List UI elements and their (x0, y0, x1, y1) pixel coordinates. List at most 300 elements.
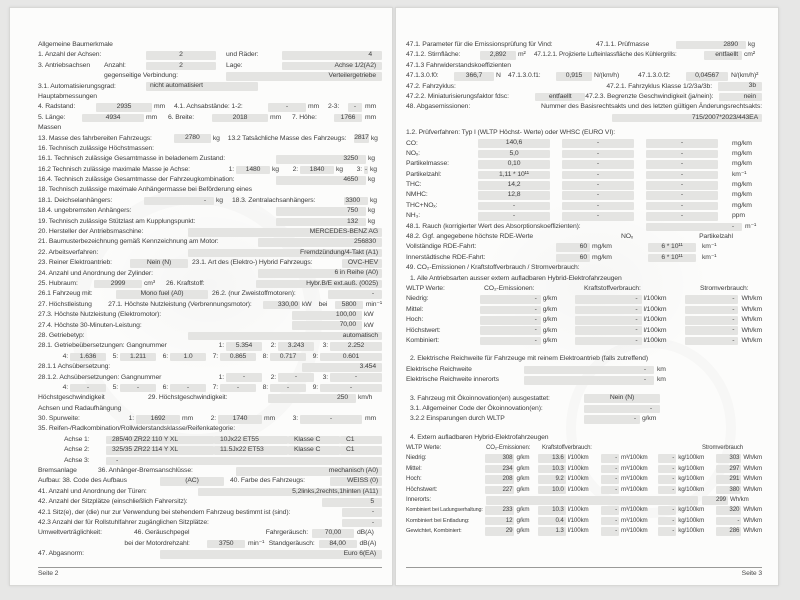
field-value: - (646, 150, 718, 159)
form-row (38, 518, 382, 528)
field-value: 9.2 (538, 475, 566, 484)
field-value: 140,6 (478, 139, 550, 148)
field-label: g/km (516, 485, 530, 493)
field-label: Gewichtet, Kombiniert: (406, 528, 462, 535)
field-label: kg/100km (678, 516, 705, 524)
form-rows (38, 40, 382, 560)
form-row (406, 113, 762, 123)
form-row (406, 242, 762, 252)
field-value: Euro 6(EA) (160, 550, 382, 559)
field-label: Wh/km (741, 316, 762, 324)
field-label: Wh/km (730, 496, 749, 504)
form-row (406, 170, 762, 180)
field-value: - (328, 290, 382, 299)
field-label: m² (518, 51, 526, 59)
field-label: 48.2. Ggf. angegebene höchste RDE-Werte (406, 233, 534, 241)
field-label: und Räder: (226, 51, 259, 59)
field-label: Wh/km (741, 326, 762, 334)
field-value: - (562, 150, 634, 159)
field-label: Elektrische Reichweite (406, 365, 472, 373)
form-row (406, 495, 762, 505)
form-row (38, 466, 382, 476)
field-label: CO₂-Emissionen: (484, 284, 535, 292)
field-label: 18. Technisch zulässige maximale Anhängermasse bei Beförderung eines (38, 186, 252, 194)
field-label: l/100km (643, 326, 667, 334)
field-value: 5 (322, 498, 382, 507)
footer-divider (38, 567, 382, 568)
field-value: - (685, 316, 738, 325)
form-row (406, 516, 762, 526)
field-label: l/100km (567, 516, 589, 524)
form-row (38, 393, 382, 403)
form-row (406, 394, 762, 404)
field-value: - (342, 519, 382, 528)
field-value: - (575, 316, 642, 325)
field-value: Mono fuel (A0) (116, 290, 208, 299)
field-label: 26.1 Fahrzeug mit: (38, 290, 93, 298)
form-row (406, 139, 762, 149)
form-row (38, 362, 382, 372)
footer-block (38, 567, 382, 577)
form-row (38, 414, 382, 424)
field-value: Klasse C (288, 436, 340, 445)
field-value: nicht automatisiert (146, 82, 258, 91)
form-row (406, 274, 762, 284)
field-value: - (601, 465, 619, 474)
field-value: - (685, 326, 738, 335)
field-value: 6 * 10¹¹ (648, 254, 696, 263)
field-label: 7: (212, 352, 218, 360)
field-label: Kraftstoffverbrauch: (584, 284, 641, 292)
form-row (38, 352, 382, 362)
field-label: l/100km (567, 485, 589, 493)
field-value: 10.0 (538, 486, 566, 495)
field-label: kg/100km (678, 485, 705, 493)
field-value: - (70, 384, 106, 393)
field-label: g/km (516, 475, 530, 483)
field-value: - (658, 506, 676, 515)
field-value: 1740 (218, 415, 262, 424)
field-label: 8: (262, 383, 268, 391)
field-value: - (601, 486, 619, 495)
field-value: Fremdzündung/4-Takt (A1) (188, 249, 382, 258)
field-value: - (658, 475, 676, 484)
field-label: gegenseitige Verbindung: (104, 72, 178, 80)
field-label: 47.1.3 Fahrwiderstandskoeffizienten (406, 61, 511, 69)
field-label: CO: (406, 139, 418, 147)
document-page-right (395, 7, 779, 586)
field-value: 5,2links,2rechts,1hinten (A11) (198, 488, 382, 497)
page-number: Seite 3 (741, 570, 762, 577)
field-label: cm³ (144, 279, 155, 287)
field-label: Partikelzahl: (406, 170, 442, 178)
field-label: g/km (542, 305, 557, 313)
field-label: 47.1.3.0.f0: (406, 72, 439, 80)
field-value: 70,00 (312, 529, 354, 538)
field-label: 3. Antriebsachsen (38, 61, 90, 69)
field-label: 26.2. (nur Zweistoffmotoren): (212, 290, 296, 298)
field-value: 132 (276, 218, 366, 227)
field-label: 47.2.1. Fahrzyklus Klasse 1/2/3a/3b: (606, 82, 712, 90)
field-label: min⁻¹ (248, 539, 265, 547)
field-label: kg/100km (678, 454, 705, 462)
field-label: kg (370, 134, 378, 142)
field-value: Hybr.B/E ext.auß. (0025) (256, 280, 382, 289)
field-value: - (716, 517, 742, 526)
field-value: - (480, 326, 541, 335)
form-row (406, 263, 762, 273)
field-label: THC: (406, 181, 422, 189)
field-label: 29. Höchstgeschwindigkeit: (148, 394, 228, 402)
field-label: Wh/km (743, 506, 763, 514)
field-value: 330,00 (263, 301, 300, 310)
field-value: - (685, 295, 738, 304)
form-row (38, 102, 382, 112)
field-value: 0.865 (220, 353, 256, 362)
field-value: 2780 (174, 134, 211, 143)
form-row (406, 128, 762, 138)
field-label: 1: (128, 415, 134, 423)
field-value: 12,8 (478, 191, 550, 200)
form-row (406, 474, 762, 484)
field-value: 3.454 (302, 363, 382, 372)
form-row (38, 331, 382, 341)
field-label: Standgeräusch: (268, 539, 315, 547)
field-label: Achse 3: (64, 456, 90, 464)
form-row (38, 528, 382, 538)
form-row (406, 102, 762, 112)
form-row (406, 180, 762, 190)
field-label: 28. Getriebetyp: (38, 331, 85, 339)
field-label: kg (368, 155, 375, 163)
form-row (406, 386, 762, 394)
field-value: - (562, 181, 634, 190)
field-label: Wh/km (743, 516, 763, 524)
field-value: nein (719, 93, 762, 102)
form-row (38, 165, 382, 175)
field-value: 5800 (335, 301, 363, 310)
field-value: - (106, 457, 382, 466)
field-label: NOₓ: (406, 149, 420, 157)
field-value: 234 (485, 465, 515, 474)
field-label: 30. Spurweite: (38, 415, 80, 423)
form-row (38, 71, 382, 81)
field-label: km⁻¹ (702, 253, 717, 261)
field-label: kg (370, 196, 377, 204)
form-row (406, 61, 762, 71)
field-label: 1: (218, 342, 224, 350)
field-label: g/km (516, 506, 530, 514)
form-row (406, 159, 762, 169)
form-row (406, 222, 762, 232)
field-value: - (220, 384, 256, 393)
form-row (38, 279, 382, 289)
field-label: 2: (292, 165, 298, 173)
field-label: 27.3. Höchste Nutzleistung (Elektromotor): (38, 311, 162, 319)
document-page-left (9, 7, 393, 586)
field-label: Kombiniert bei Entladung: (406, 517, 470, 524)
field-label: Wh/km (743, 475, 763, 483)
form-row (38, 549, 382, 559)
field-label: 47.2. Fahrzyklus: (406, 82, 456, 90)
field-value: 4934 (82, 114, 144, 123)
field-label: mg/km (592, 243, 612, 251)
field-value: - (144, 197, 214, 206)
field-label: kg (216, 196, 223, 204)
form-row (38, 289, 382, 299)
field-label: 42.1 Sitz(e), der (die) nur zur Verwendung bei stehendem Fahrzeug bestimmt ist (sind): (38, 508, 291, 516)
field-value: 291 (716, 475, 742, 484)
field-label: WLTP Werte: (406, 444, 442, 452)
field-label: Massen (38, 124, 62, 132)
form-row (406, 294, 762, 304)
field-label: 16.1. Technisch zulässige Gesamtmasse in beladenem Zustand: (38, 155, 225, 163)
field-label: 4.1. Achsabstände: 1-2: (174, 103, 243, 111)
field-label: 26. Kraftstoff: (166, 279, 205, 287)
field-label: Hoch: (406, 316, 424, 324)
field-label: Hoch: (406, 475, 422, 483)
field-label: l/100km (567, 464, 589, 472)
field-label: 4. Radstand: (38, 103, 76, 111)
field-value: - (601, 506, 619, 515)
field-label: 47.1. Parameter für die Emissionsprüfung für Vind: (406, 41, 553, 48)
field-label: 3: (292, 415, 298, 423)
field-label: Innerstädtische RDE-Fahrt: (406, 253, 486, 261)
field-value: 1.0 (170, 353, 206, 362)
form-row (406, 375, 762, 385)
field-value: 2.252 (330, 342, 382, 351)
field-label: l/100km (567, 527, 589, 535)
field-value: 2018 (212, 114, 268, 123)
field-label: g/km (516, 527, 530, 535)
field-label: 28.1.1 Achsübersetzung: (38, 363, 111, 371)
field-value: - (575, 337, 642, 346)
field-value: 0.601 (320, 353, 382, 362)
field-value: 0,10 (478, 160, 550, 169)
field-value: - (330, 373, 382, 382)
field-label: 49. CO₂-Emissionen / Kraftstoffverbrauch / Stromverbrauch: (406, 264, 580, 272)
field-label: Wh/km (743, 527, 763, 535)
field-label: 4: (62, 352, 68, 360)
form-row (38, 196, 382, 206)
field-value: C1 (340, 436, 382, 445)
field-value: 13.6 (538, 454, 566, 463)
field-label: 3: (322, 342, 328, 350)
field-label: 47.1.3.0.f2: (638, 72, 671, 80)
form-row (406, 433, 762, 443)
field-value: entfaellt (535, 93, 585, 102)
field-label: 3. Fahrzeug mit Ökoinnovation(en) ausgestattet: (410, 394, 550, 402)
form-row (38, 424, 382, 434)
field-label: 47.1.2. Stirnfläche: (406, 51, 461, 59)
field-value: 6 in Reihe (A0) (258, 269, 382, 278)
field-value: 303 (716, 454, 742, 463)
field-label: Aufbau: 38. Code des Aufbaus (38, 477, 127, 485)
field-label: min⁻¹ (365, 300, 383, 308)
field-value: - (601, 454, 619, 463)
field-label: Umweltverträglichkeit: (38, 529, 102, 537)
field-label: km (657, 376, 666, 384)
field-value: - (480, 337, 541, 346)
field-label: mm (365, 113, 377, 121)
form-row (38, 476, 382, 486)
field-value: - (226, 373, 262, 382)
field-value: 3b (718, 82, 762, 91)
field-value: 1840 (300, 166, 334, 175)
field-label: 48.1. Rauch (korrigierter Wert des Absorptionskoeffizienten): (406, 222, 581, 230)
form-row (406, 425, 762, 433)
field-label: mg/km (732, 191, 752, 199)
field-label: 47.2.3. Begrenzte Geschwindigkeit (ja/nein): (585, 92, 714, 100)
form-row (406, 453, 762, 463)
page-number: Seite 2 (38, 570, 59, 577)
field-label: Achse 2: (64, 446, 90, 454)
form-row (406, 526, 762, 536)
field-value: - (575, 326, 642, 335)
field-label: Wh/km (743, 454, 763, 462)
field-value: 1.211 (120, 353, 156, 362)
field-label: N/(km/h) (594, 72, 620, 80)
field-label: Stromverbrauch: (700, 284, 749, 292)
field-value: - (300, 415, 362, 424)
field-label: 19. Technisch zulässige Stützlast am Kupplungspunkt: (38, 217, 196, 225)
form-row (406, 505, 762, 515)
field-value: 0,915 (556, 72, 592, 81)
field-label: g/km (516, 464, 530, 472)
field-value: - (646, 202, 718, 211)
form-row (38, 217, 382, 227)
form-row (38, 539, 382, 549)
field-label: 23.1. Art des (Elektro-) Hybrid Fahrzeugs: (192, 259, 313, 267)
field-label: m³/100km (621, 475, 648, 483)
field-value: Nein (N) (584, 394, 660, 403)
field-label: 3: (322, 373, 328, 381)
field-label: Stromverbrauch (702, 445, 744, 452)
field-value: 4650 (276, 176, 366, 185)
field-label: WLTP Werte: (406, 284, 445, 292)
form-row (38, 92, 382, 102)
field-value: 208 (485, 475, 515, 484)
form-row (406, 92, 762, 102)
field-label: g/km (642, 415, 657, 423)
field-value: 3250 (276, 155, 366, 164)
field-label: g/km (542, 295, 557, 303)
field-label: l/100km (643, 316, 667, 324)
form-rows (406, 40, 762, 537)
field-label: Kraftstoffverbrauch: (542, 445, 592, 452)
field-value: 1692 (136, 415, 180, 424)
field-value: 3.243 (278, 342, 314, 351)
form-row (406, 354, 762, 364)
field-label: 13. Masse des fahrbereiten Fahrzeugs: (38, 134, 152, 142)
field-label: 18.1. Deichselanhängers: (38, 196, 113, 204)
form-row (38, 123, 382, 133)
field-label: mm (154, 103, 166, 111)
field-label: kg/100km (678, 506, 705, 514)
form-row (406, 82, 762, 92)
field-label: 25. Hubraum: (38, 279, 78, 287)
form-row (38, 445, 382, 455)
field-value: 6 * 10¹¹ (648, 243, 696, 252)
field-label: Fahrgeräusch: (265, 529, 308, 537)
field-label: kg (368, 217, 375, 225)
field-value: 1766 (334, 114, 362, 123)
field-label: mm (308, 103, 320, 111)
field-value: Achse 1/2(A2) (282, 62, 382, 71)
field-value: - (601, 475, 619, 484)
form-row (38, 487, 382, 497)
field-value: - (562, 171, 634, 180)
field-value: - (562, 212, 634, 221)
form-row (38, 497, 382, 507)
field-value: 2 (146, 51, 216, 60)
field-value: - (646, 191, 718, 200)
field-label: 6: (162, 352, 168, 360)
field-value: - (278, 373, 314, 382)
field-label: Mittel: (406, 305, 424, 313)
field-value: - (524, 376, 654, 385)
field-label: kg (336, 165, 343, 173)
field-value: - (601, 527, 619, 536)
field-value (486, 496, 698, 505)
field-label: Wh/km (741, 336, 762, 344)
field-label: km/h (358, 394, 373, 402)
field-label: 5: (112, 383, 118, 391)
field-label: l/100km (643, 295, 667, 303)
field-label: m³/100km (621, 506, 648, 514)
field-label: l/100km (643, 336, 667, 344)
field-label: Innerorts: (406, 496, 431, 504)
field-value: - (658, 527, 676, 536)
form-row (38, 237, 382, 247)
field-value: - (480, 306, 541, 315)
field-value: 299 (702, 496, 728, 505)
field-label: m⁻¹ (745, 222, 757, 230)
form-row (38, 341, 382, 351)
field-value: 12 (485, 517, 515, 526)
field-value: mechanisch (A0) (236, 467, 382, 476)
field-label: 47. Abgasnorm: (38, 550, 84, 558)
field-label: 23. Reiner Elektroantrieb: (38, 259, 112, 267)
field-label: mm (365, 415, 377, 423)
field-value: - (685, 306, 738, 315)
field-label: Allgemeine Baumerkmale (38, 41, 113, 48)
field-value: 60 (556, 254, 590, 263)
form-row (38, 227, 382, 237)
field-label: g/km (516, 516, 530, 524)
field-label: Höchstwert: (406, 485, 438, 493)
form-row (38, 206, 382, 216)
form-row (38, 50, 382, 60)
field-label: Vollständige RDE-Fahrt: (406, 243, 477, 251)
field-value: - (480, 316, 541, 325)
field-label: 47.1.2.1. Projizierte Lufteinlassfläche des Kühlergrills: (534, 51, 677, 59)
field-label: km (657, 365, 666, 373)
field-value: - (646, 139, 718, 148)
field-label: kg (368, 176, 375, 184)
field-label: Kombiniert: (406, 336, 440, 344)
field-label: 1. Anzahl der Achsen: (38, 51, 102, 59)
form-row (406, 201, 762, 211)
field-label: 28.1.2. Achsübersetzungen: Gangnummer (38, 373, 162, 381)
field-value: Verteilergetriebe (226, 72, 382, 81)
form-row (406, 305, 762, 315)
field-value: - (584, 415, 640, 424)
field-label: Hauptabmessungen (38, 92, 97, 100)
form-row (406, 336, 762, 346)
field-label: kg/100km (678, 475, 705, 483)
field-value: 1480 (236, 166, 270, 175)
